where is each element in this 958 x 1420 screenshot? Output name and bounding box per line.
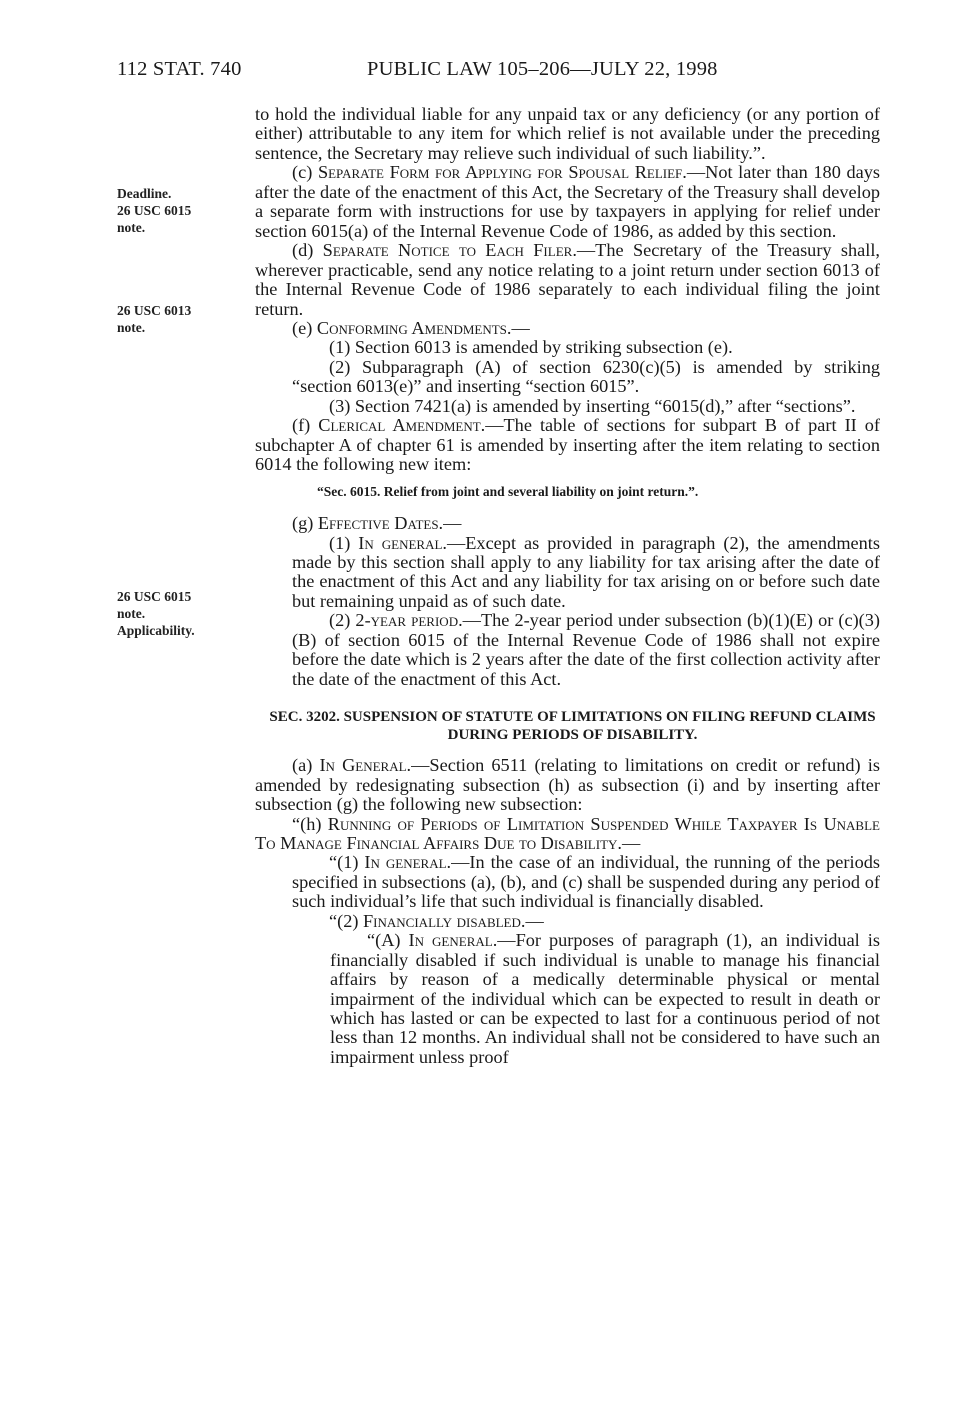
subsection-g-label: (g) [292, 513, 318, 534]
statute-page-number: 112 STAT. 740 [117, 58, 242, 80]
paragraph-g2-heading: 2-year period. [355, 610, 463, 631]
paragraph-g2 [255, 611, 880, 689]
margin-note-6013-cite: 26 USC 6013 [117, 303, 192, 318]
subsection-d-label: (d) [292, 240, 323, 261]
margin-note-6013-note: note. [117, 320, 146, 335]
new-subparagraph-h2a [255, 931, 880, 1067]
subsection-f-heading: Clerical Amendment. [318, 415, 486, 436]
public-law-title: PUBLIC LAW 105–206—JULY 22, 1998 [367, 58, 718, 80]
subsection-d-text: —The Secretary of the Treasury shall, wherever practicable, send any notice relating to a joint return under section 6013 of the Internal Revenue Code of 1986 separately to each individual filing the joint return. [255, 240, 880, 319]
subsection-g-heading: Effective Dates. [317, 513, 444, 534]
continued-paragraph: to hold the individual liable for any unpaid tax or any deficiency (or any portion of either) attributable to any item for which relief is not available under the preceding sentence, the Secretary may relieve such individual of such liability.”. [255, 104, 880, 163]
subsection-g-dash: — [443, 513, 462, 534]
margin-note-applicability-label: Applicability. [117, 623, 195, 638]
subsection-c-text: —Not later than 180 days after the date of the enactment of this Act, the Secretary of the Treasury shall develop a separate form with instructions for use by taxpayers in applying for relief under section 6015(a) of the Internal Revenue Code of 1986, as added by this section. [255, 162, 880, 241]
section-3202-a-heading: In General. [319, 755, 412, 776]
paragraph-g2-text: —The 2-year period under subsection (b)(1)(E) or (c)(3)(B) of section 6015 of the Internal Revenue Code of 1986 shall not expire before the date which is 2 years after the date of the first collection activity after the date of the enactment of this Act. [292, 610, 880, 689]
subsection-c-heading: Separate Form for Applying for Spousal Relief. [317, 162, 687, 183]
new-subparagraph-h2a-heading: In general. [408, 930, 498, 951]
new-paragraph-h2-heading: Financially disabled. [363, 910, 526, 931]
new-paragraph-h1-heading: In general. [364, 852, 452, 873]
paragraph-g1 [255, 534, 880, 612]
margin-note-applicability [117, 588, 257, 639]
section-3202-a-text: —Section 6511 (relating to limitations on credit or refund) is amended by redesignating subsection (h) as subsection (i) and by inserting after subsection (g) the following new subsection: [255, 755, 880, 815]
margin-note-6013 [117, 302, 257, 336]
subsection-d [255, 241, 880, 319]
margin-note-deadline-note: note. [117, 220, 146, 235]
section-3202-a [255, 756, 880, 814]
paragraph-e1: (1) Section 6013 is amended by striking subsection (e). [329, 337, 733, 358]
margin-note-applicability-cite: 26 USC 6015 [117, 589, 192, 604]
paragraph-e3: (3) Section 7421(a) is amended by inserting “6015(d),” after “sections”. [329, 395, 856, 416]
paragraph-g1-text: —Except as provided in paragraph (2), the amendments made by this section shall apply to any liability for tax arising after the date of the enactment of this Act and any liability for tax arising on or before such date but remaining unpaid as of such date. [292, 532, 880, 611]
paragraph-g1-heading: In general. [358, 532, 447, 553]
new-subsection-h-heading: Running of Periods of Limitation Suspended While Taxpayer Is Unable To Manage Financial Affairs Due to Disability. [255, 813, 880, 853]
new-subsection-h [255, 815, 880, 854]
margin-note-deadline [117, 185, 257, 236]
subsection-f-label: (f) [292, 415, 319, 436]
new-subparagraph-h2a-label: “(A) [367, 930, 409, 951]
paragraph-g1-label: (1) [329, 532, 359, 553]
new-paragraph-h2 [255, 912, 880, 931]
new-paragraph-h1-label: “(1) [329, 852, 365, 873]
table-of-sections-item: “Sec. 6015. Relief from joint and several liability on joint return.”. [317, 483, 699, 499]
subsection-e-dash: — [511, 317, 530, 338]
subsection-e [255, 319, 880, 338]
new-subsection-h-label: “(h) [292, 813, 328, 834]
new-paragraph-h2-label: “(2) [329, 910, 364, 931]
subsection-c [255, 163, 880, 241]
subsection-f-text: —The table of sections for subpart B of part II of subchapter A of chapter 61 is amended by inserting after the item relating to section 6014 the following new item: [255, 415, 880, 475]
margin-note-applicability-note: note. [117, 606, 146, 621]
new-subsection-h-dash: — [621, 832, 641, 853]
new-paragraph-h2-dash: — [525, 910, 544, 931]
section-3202-a-label: (a) [292, 755, 320, 776]
new-subparagraph-h2a-text: —For purposes of paragraph (1), an individual is financially disabled if such individual is unable to manage his financial affairs by reason of a medically determinable physical or mental impairment of the individual which can be expected to result in death or which has lasted or can be expected to last for a continuous period of not less than 12 months. An individual shall not be considered to have such an impairment unless proof [330, 930, 880, 1067]
subsection-d-heading: Separate Notice to Each Filer. [322, 240, 577, 261]
statute-body [255, 105, 880, 1067]
margin-note-deadline-cite: 26 USC 6015 [117, 203, 192, 218]
subsection-e-heading: Conforming Amendments. [316, 317, 512, 338]
margin-note-deadline-label: Deadline. [117, 186, 172, 201]
new-paragraph-h1 [255, 853, 880, 911]
subsection-e-label: (e) [292, 317, 317, 338]
paragraph-g2-label: (2) [329, 610, 356, 631]
subsection-c-label: (c) [292, 162, 318, 183]
section-3202-heading: SEC. 3202. SUSPENSION OF STATUTE OF LIMITATIONS ON FILING REFUND CLAIMS DURING PERIODS OF DISABILITY. [269, 709, 876, 744]
subsection-f [255, 416, 880, 474]
paragraph-e2: (2) Subparagraph (A) of section 6230(c)(5) is amended by striking “section 6013(e)” and inserting “section 6015”. [292, 356, 880, 397]
new-paragraph-h1-text: —In the case of an individual, the running of the periods specified in subsections (a), (b), and (c) shall be suspended during any period of such individual’s life that such individual is financially disabled. [292, 852, 880, 912]
subsection-g [255, 514, 880, 533]
